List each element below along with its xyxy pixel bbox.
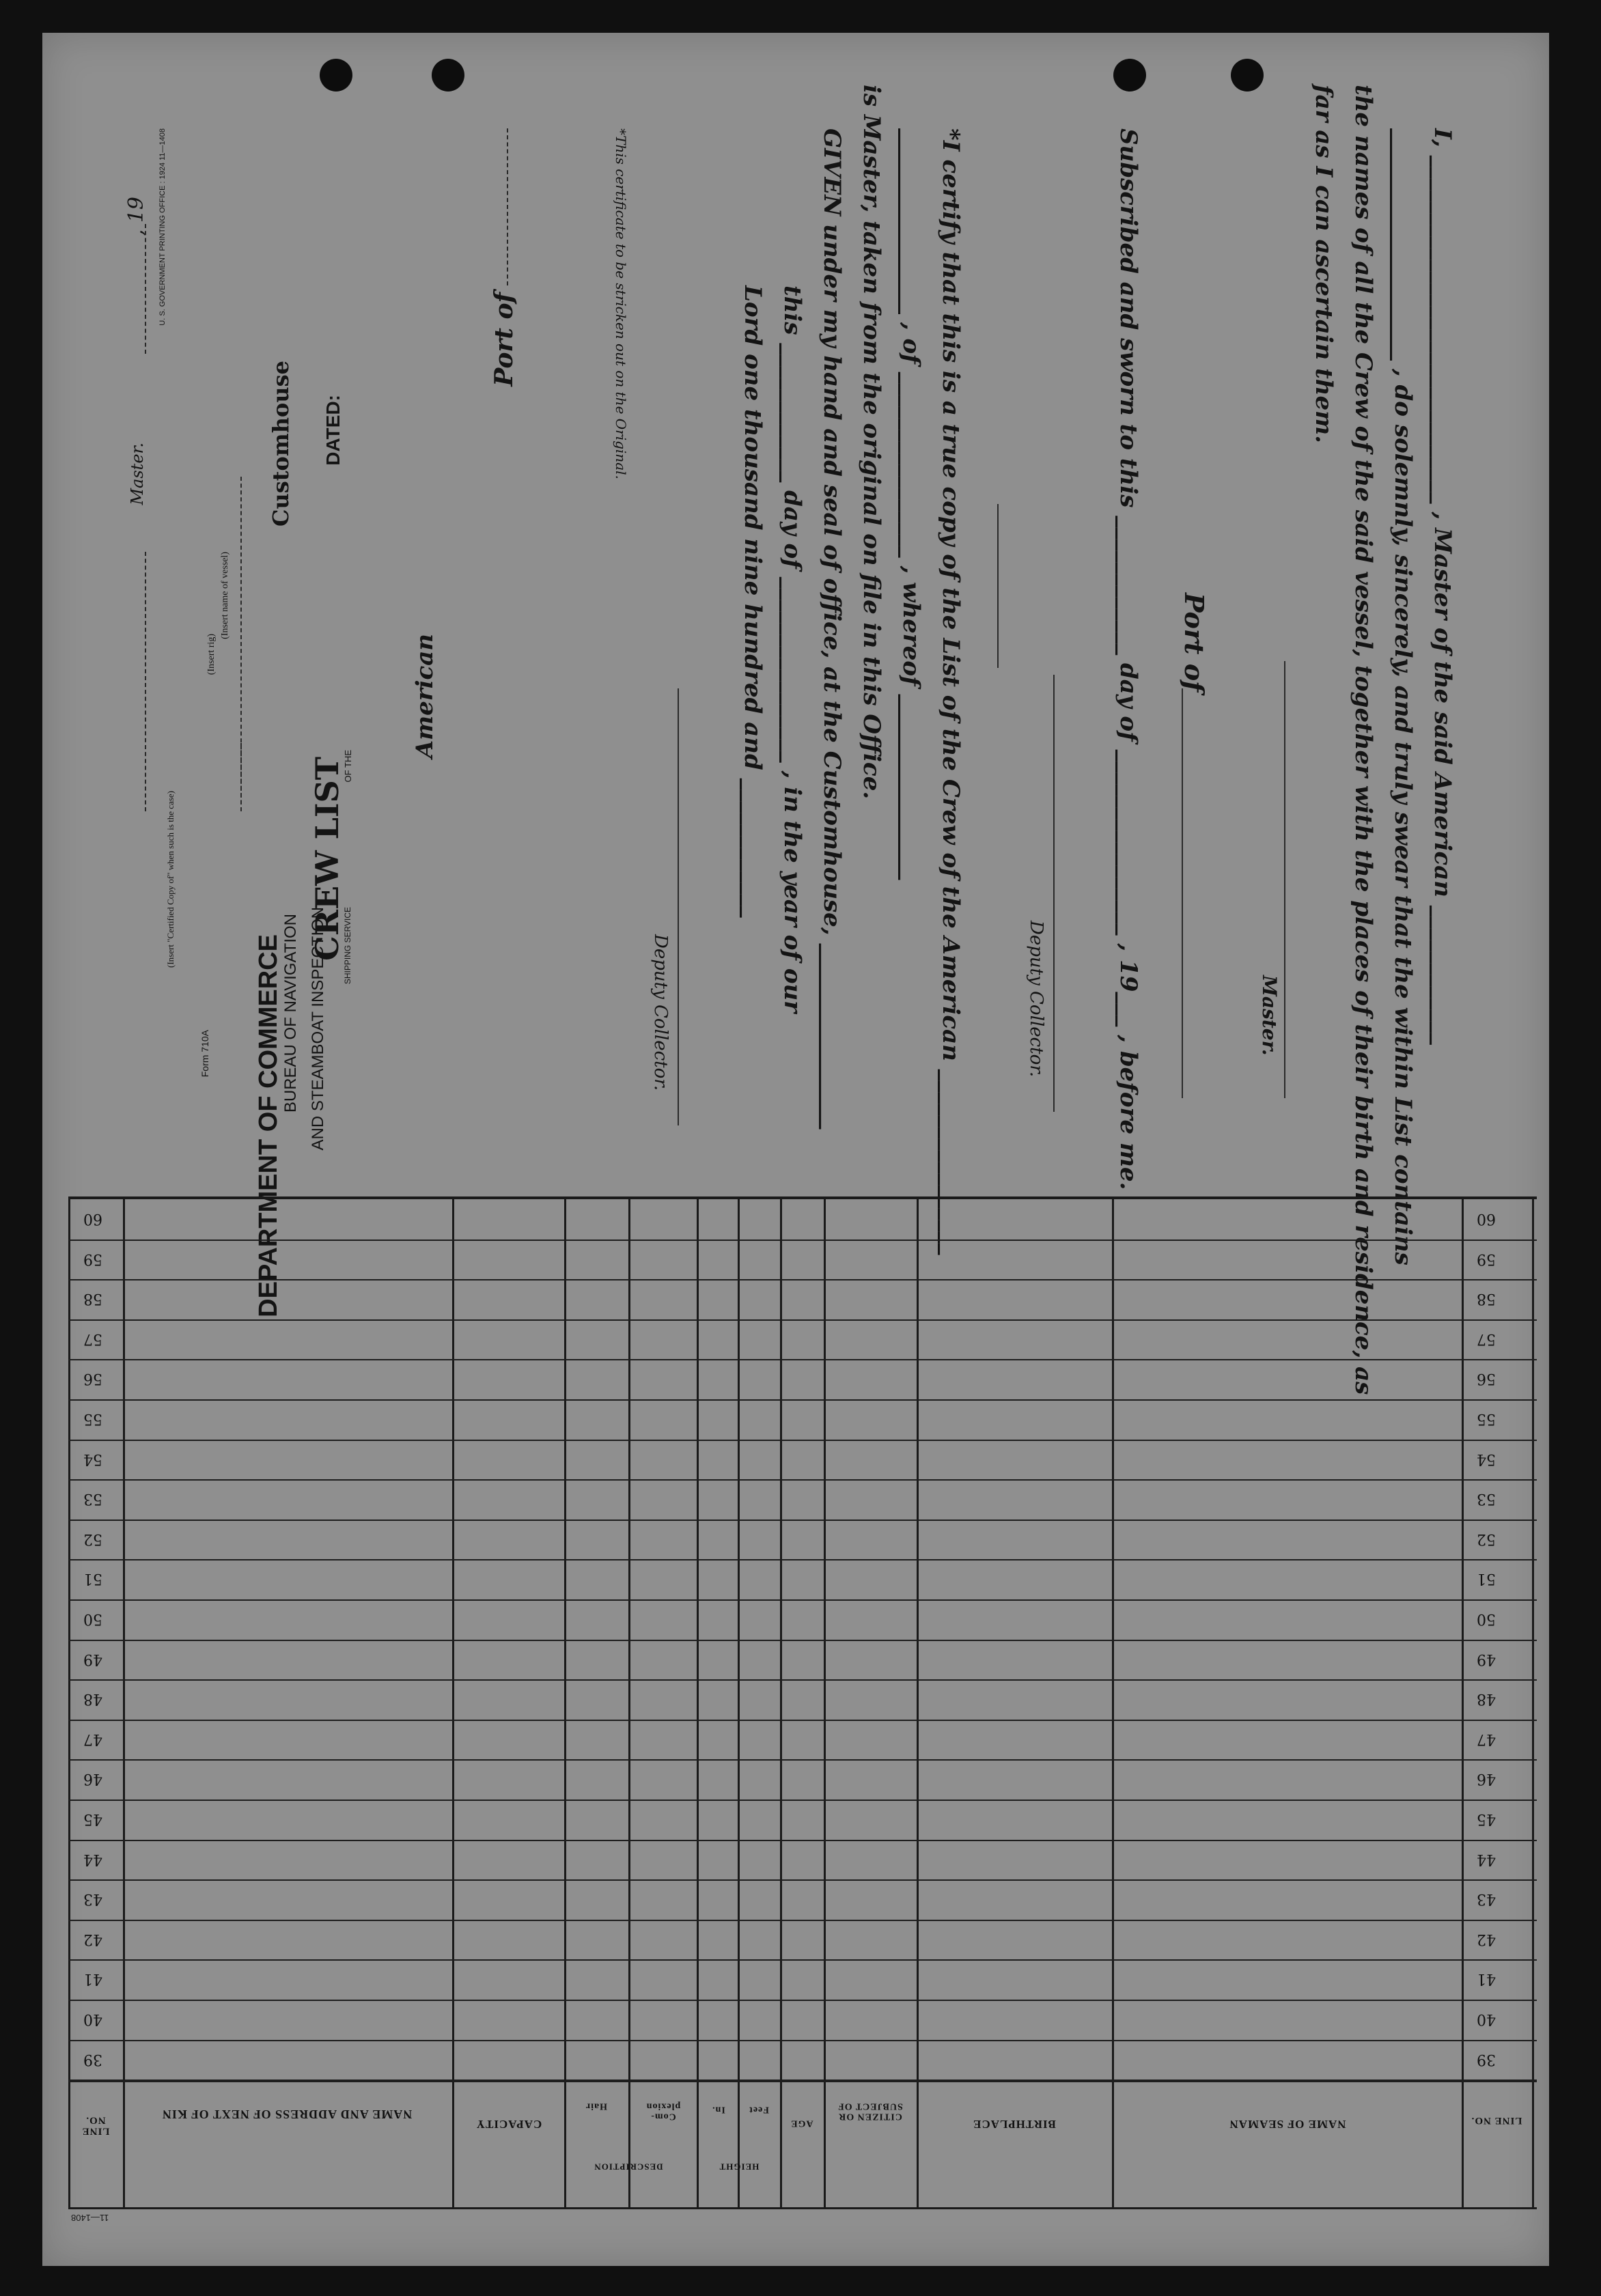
row-number-left: 50 xyxy=(83,1610,102,1627)
col-border xyxy=(564,1199,566,2207)
cover-department: DEPARTMENT OF COMMERCE xyxy=(254,934,283,1317)
table-row xyxy=(68,1240,1537,1241)
oath-master-label: Master. xyxy=(1258,975,1281,1056)
header-height: HEIGHT xyxy=(719,2161,760,2172)
table-row xyxy=(68,2080,1537,2081)
oath-certify: *I certify that this is a true copy of the List of the Crew of the American ________________ xyxy=(937,128,964,1255)
cover-port-line xyxy=(507,128,508,285)
header-description: DESCRIPTION xyxy=(594,2161,663,2172)
col-border xyxy=(1462,1199,1464,2207)
cover-service: SHIPPING SERVICE xyxy=(343,907,352,985)
form-code: 11—1408 xyxy=(71,2213,109,2223)
row-number-left: 54 xyxy=(83,1450,102,1468)
col-border xyxy=(697,1199,699,2207)
row-number-right: 47 xyxy=(1477,1730,1496,1748)
table-row xyxy=(68,2000,1537,2001)
row-number-right: 41 xyxy=(1477,1970,1496,1988)
table-row xyxy=(68,1759,1537,1761)
table-row xyxy=(68,1440,1537,1441)
col-border xyxy=(824,1199,826,2207)
table-row xyxy=(68,1679,1537,1681)
col-border xyxy=(738,1199,740,2207)
header-next-of-kin: NAME AND ADDRESS OF NEXT OF KIN xyxy=(161,2107,413,2121)
deputy-signature-line-1 xyxy=(1053,675,1055,1112)
row-number-left: 41 xyxy=(83,1970,102,1988)
cover-date-line xyxy=(145,224,146,354)
cover-bureau-1: BUREAU OF NAVIGATION xyxy=(281,914,300,1113)
row-number-left: 52 xyxy=(83,1530,102,1548)
col-border xyxy=(917,1199,919,2207)
table-row xyxy=(68,2040,1537,2041)
row-number-right: 59 xyxy=(1477,1250,1496,1268)
row-number-left: 53 xyxy=(83,1490,102,1508)
table-row xyxy=(68,1359,1537,1360)
col-border xyxy=(1112,1199,1114,2207)
row-number-left: 55 xyxy=(83,1410,102,1427)
punch-hole xyxy=(432,59,464,92)
row-number-left: 45 xyxy=(83,1810,102,1828)
col-border xyxy=(780,1199,782,2207)
table-row xyxy=(68,1720,1537,1721)
table-row xyxy=(68,1959,1537,1961)
oath-of-whereof: ________________ , of ________________ , whereof ________________ xyxy=(897,128,925,880)
col-border xyxy=(123,1199,125,2207)
oath-given: GIVEN under my hand and seal of office, at the Customhouse, ________________ xyxy=(818,128,846,1130)
row-number-right: 55 xyxy=(1477,1410,1496,1427)
row-number-right: 51 xyxy=(1477,1570,1496,1588)
punch-hole xyxy=(1231,59,1264,92)
col-border xyxy=(1532,1199,1534,2207)
row-number-left: 58 xyxy=(83,1290,102,1308)
row-number-right: 46 xyxy=(1477,1770,1496,1788)
row-number-left: 57 xyxy=(83,1330,102,1347)
row-number-right: 49 xyxy=(1477,1650,1496,1668)
row-number-left: 59 xyxy=(83,1250,102,1268)
cover-bureau-2: AND STEAMBOAT INSPECTION xyxy=(309,907,327,1151)
header-capacity: CAPACITY xyxy=(475,2117,542,2131)
row-number-right: 43 xyxy=(1477,1890,1496,1908)
row-number-left: 47 xyxy=(83,1730,102,1748)
punch-hole xyxy=(320,59,352,92)
divider-line xyxy=(997,504,999,668)
row-number-right: 39 xyxy=(1477,2050,1496,2068)
table-row xyxy=(68,1920,1537,1921)
oath-line-1: I, ______________________________ , Master of the said American ____________ xyxy=(1429,128,1456,1045)
row-number-left: 42 xyxy=(83,1930,102,1948)
port-line xyxy=(1182,688,1183,1098)
row-number-left: 46 xyxy=(83,1770,102,1788)
oath-this-day: this ____________ day of ________________ , in the year of our xyxy=(779,285,806,1013)
row-number-left: 44 xyxy=(83,1850,102,1868)
cover-form-number: Form 710A xyxy=(199,1030,210,1078)
cover-port-of: Port of xyxy=(490,292,518,387)
header-name-of-seaman: NAME OF SEAMAN xyxy=(1229,2117,1346,2131)
row-number-right: 53 xyxy=(1477,1490,1496,1508)
row-number-right: 44 xyxy=(1477,1850,1496,1868)
punch-hole xyxy=(1113,59,1146,92)
row-number-right: 42 xyxy=(1477,1930,1496,1948)
cover-master-line xyxy=(145,552,146,811)
table-row xyxy=(68,1879,1537,1881)
row-number-left: 39 xyxy=(83,2050,102,2068)
col-border xyxy=(68,1199,70,2207)
row-number-right: 48 xyxy=(1477,1690,1496,1708)
header-citizen: CITIZEN OR SUBJECT OF xyxy=(837,2101,903,2122)
cover-rig-line xyxy=(240,743,242,811)
table-row xyxy=(68,1599,1537,1601)
col-border xyxy=(628,1199,630,2207)
header-birthplace: BIRTHPLACE xyxy=(973,2117,1056,2131)
header-age: AGE xyxy=(790,2118,813,2129)
row-number-left: 43 xyxy=(83,1890,102,1908)
cover-customhouse: Customhouse xyxy=(268,361,294,527)
cover-american: American xyxy=(411,634,438,759)
header-line-no-right: LINE NO. xyxy=(1471,2114,1522,2126)
row-number-right: 54 xyxy=(1477,1450,1496,1468)
cover-of-the: OF THE xyxy=(343,750,353,783)
master-signature-line xyxy=(1284,661,1285,1098)
cover-master: Master. xyxy=(128,443,147,505)
table-row xyxy=(68,1520,1537,1521)
header-feet: Feet xyxy=(749,2104,769,2115)
oath-line-4: far as I can ascertain them. xyxy=(1310,85,1337,443)
row-number-left: 60 xyxy=(83,1210,102,1227)
oath-is-master: is Master, taken from the original on file in this Office. xyxy=(858,85,885,800)
oath-subscribed: Subscribed and sworn to this ____________ day of ________________ , 19___ , before me. xyxy=(1115,128,1142,1190)
row-number-right: 50 xyxy=(1477,1610,1496,1627)
cover-insert-rig: (Insert rig) xyxy=(206,634,217,675)
header-line-no-left: LINE NO. xyxy=(81,2114,110,2137)
table-row xyxy=(68,1399,1537,1401)
row-number-right: 40 xyxy=(1477,2011,1496,2028)
row-number-left: 51 xyxy=(83,1570,102,1588)
row-number-right: 52 xyxy=(1477,1530,1496,1548)
header-complexion: Com- plexion xyxy=(645,2101,681,2122)
crew-table xyxy=(68,1196,1537,2209)
table-row xyxy=(68,1640,1537,1641)
oath-deputy-collector-2: Deputy Collector. xyxy=(650,934,671,1091)
row-number-right: 60 xyxy=(1477,1210,1496,1227)
header-hair: Hair xyxy=(585,2101,607,2112)
row-number-right: 57 xyxy=(1477,1330,1496,1347)
cover-certified-note: (Insert "Certified Copy of" when such is the case) xyxy=(165,791,176,968)
oath-lord: Lord one thousand nine hundred and ____________ xyxy=(739,285,766,918)
oath-footnote: *This certificate to be stricken out on the Original. xyxy=(613,128,629,479)
oath-line-3: the names of all the Crew of the said vessel, together with the places of their birth and residence, as xyxy=(1350,85,1377,1395)
header-inches: In. xyxy=(712,2104,725,2115)
row-number-left: 49 xyxy=(83,1650,102,1668)
row-number-right: 56 xyxy=(1477,1370,1496,1388)
oath-line-2: ____________________ , do solemnly, sincerely, and truly swear that the within List contains xyxy=(1389,128,1417,1265)
printer-imprint: U. S. GOVERNMENT PRINTING OFFICE : 1924 11—1408 xyxy=(158,128,167,326)
oath-deputy-collector-1: Deputy Collector. xyxy=(1026,921,1046,1078)
table-row xyxy=(68,1559,1537,1560)
row-number-right: 45 xyxy=(1477,1810,1496,1828)
row-number-left: 40 xyxy=(83,2011,102,2028)
cover-year: , 19 xyxy=(124,197,148,236)
row-number-left: 48 xyxy=(83,1690,102,1708)
table-row xyxy=(68,1319,1537,1321)
table-row xyxy=(68,1279,1537,1280)
cover-insert-vessel: (Insert name of vessel) xyxy=(220,552,230,639)
table-row xyxy=(68,1479,1537,1481)
cover-title: CREW LIST xyxy=(309,757,346,961)
row-number-right: 58 xyxy=(1477,1290,1496,1308)
deputy-signature-line-2 xyxy=(678,688,679,1125)
row-number-left: 56 xyxy=(83,1370,102,1388)
table-row xyxy=(68,1840,1537,1841)
col-border xyxy=(452,1199,454,2207)
cover-dated: DATED: xyxy=(322,395,344,466)
oath-port-of: Port of xyxy=(1179,593,1210,692)
table-row xyxy=(68,1800,1537,1801)
